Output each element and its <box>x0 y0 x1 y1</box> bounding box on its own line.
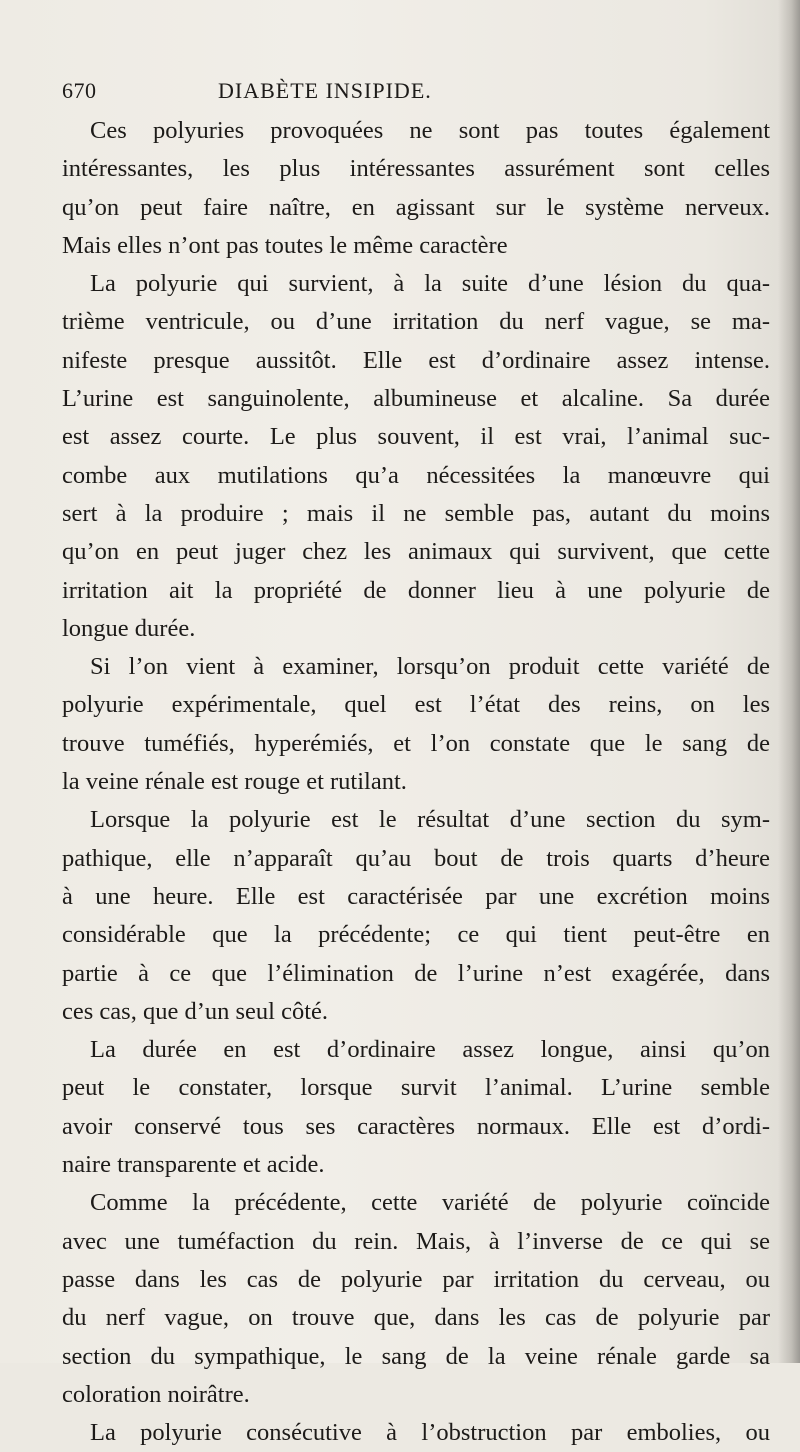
text-line: La durée en est d’ordinaire assez longue, ainsi qu’on <box>90 1036 770 1064</box>
text-line: Ces polyuries provoquées ne sont pas toutes également <box>90 117 770 144</box>
text-line: trième ventricule, ou d’une irritation du nerf vague, se ma- <box>62 308 770 336</box>
text-line: Comme la précédente, cette variété de polyurie coïncide <box>90 1189 770 1217</box>
text-line: est assez courte. Le plus souvent, il est vrai, l’animal suc- <box>62 423 770 451</box>
text-line: trouve tuméfiés, hyperémiés, et l’on constate que le sang de <box>62 729 770 757</box>
text-line: irritation ait la propriété de donner lieu à une polyurie de <box>62 576 770 604</box>
text-line: coloration noirâtre. <box>62 1380 250 1408</box>
text-line: section du sympathique, le sang de la veine rénale garde sa <box>62 1342 770 1370</box>
text-line: naire transparente et acide. <box>62 1151 325 1179</box>
text-line: L’urine est sanguinolente, albumineuse et alcaline. Sa durée <box>62 385 770 413</box>
text-line: considérable que la précédente; ce qui tient peut-être en <box>62 921 770 949</box>
text-line: Si l’on vient à examiner, lorsqu’on produit cette variété de <box>90 653 770 681</box>
text-line: du nerf vague, on trouve que, dans les cas de polyurie par <box>62 1304 770 1332</box>
text-line: combe aux mutilations qu’a nécessitées la manœuvre qui <box>62 461 770 489</box>
text-line: la veine rénale est rouge et rutilant. <box>62 768 407 796</box>
page-header <box>0 78 800 108</box>
text-line: polyurie expérimentale, quel est l’état des reins, on les <box>62 691 770 719</box>
text-line: intéressantes, les plus intéressantes assurément sont celles <box>62 155 770 183</box>
text-line: longue durée. <box>62 614 196 642</box>
text-line: avec une tuméfaction du rein. Mais, à l’inverse de ce qui se <box>62 1227 770 1255</box>
running-title: DIABÈTE INSIPIDE. <box>218 78 432 103</box>
text-line: nifeste presque aussitôt. Elle est d’ordinaire assez intense. <box>62 346 770 374</box>
text-line: qu’on en peut juger chez les animaux qui survivent, que cette <box>62 538 770 566</box>
text-line: Lorsque la polyurie est le résultat d’une section du sym- <box>90 806 770 834</box>
text-line: La polyurie consécutive à l’obstruction par embolies, ou <box>90 1419 770 1447</box>
text-line: passe dans les cas de polyurie par irritation du cerveau, ou <box>62 1265 770 1293</box>
text-line: pathique, elle n’apparaît qu’au bout de trois quarts d’heure <box>62 844 770 872</box>
page-number: 670 <box>62 78 97 103</box>
text-line: ces cas, que d’un seul côté. <box>62 997 328 1025</box>
text-line: Mais elles n’ont pas toutes le même caractère <box>62 231 508 259</box>
text-line: partie à ce que l’élimination de l’urine n’est exagérée, dans <box>62 959 770 987</box>
body-text <box>62 112 770 1452</box>
text-line: peut le constater, lorsque survit l’animal. L’urine semble <box>62 1074 770 1102</box>
text-line: qu’on peut faire naître, en agissant sur le système nerveux. <box>62 193 770 221</box>
text-line: avoir conservé tous ses caractères normaux. Elle est d’ordi- <box>62 1112 770 1140</box>
text-line: sert à la produire ; mais il ne semble pas, autant du moins <box>62 499 770 527</box>
text-line: La polyurie qui survient, à la suite d’une lésion du qua- <box>90 270 770 298</box>
page-edge-shadow <box>778 0 800 1363</box>
text-line: à une heure. Elle est caractérisée par une excrétion moins <box>62 882 770 910</box>
